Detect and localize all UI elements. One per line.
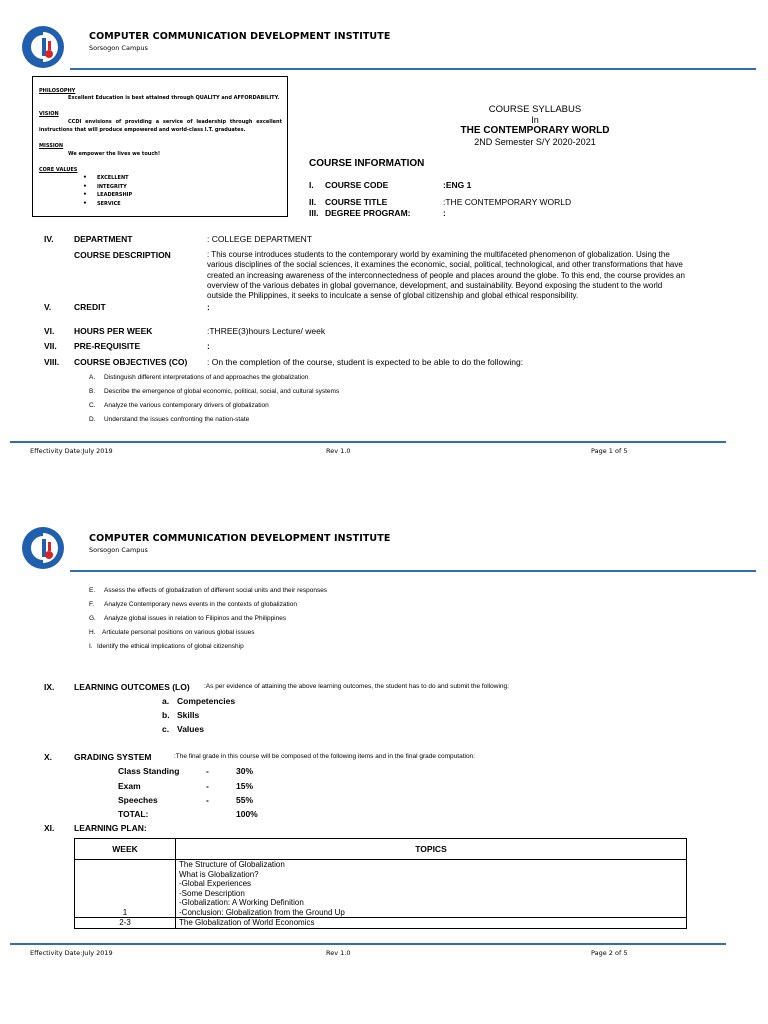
grade-percent: 30% bbox=[236, 766, 254, 776]
learning-plan-num: XI. bbox=[44, 823, 55, 833]
vision-heading: VISION bbox=[39, 111, 59, 117]
description-line: : This course introduces students to the contemporary world by examining the multifaceted phenomenon of globalization. Using the bbox=[207, 250, 670, 259]
topics-cell: The Globalization of World Economics bbox=[176, 918, 687, 929]
grade-total-label: TOTAL: bbox=[118, 809, 149, 819]
topic-line: -Globalization: A Working Definition bbox=[179, 898, 304, 907]
credit-value: : bbox=[207, 302, 210, 312]
header-rule bbox=[70, 68, 756, 70]
objective-letter: I. bbox=[89, 643, 93, 650]
institute-name: COMPUTER COMMUNICATION DEVELOPMENT INSTITUTE bbox=[89, 31, 391, 42]
grade-item: Class Standing bbox=[118, 766, 180, 776]
philosophy-box bbox=[32, 76, 288, 217]
learning-outcomes-value: :As per evidence of attaining the above learning outcomes, the student has to do and submit the following: bbox=[204, 683, 509, 690]
topic-line: What is Globalization? bbox=[179, 869, 259, 879]
outcome-item: Skills bbox=[177, 710, 200, 720]
course-info-heading: COURSE INFORMATION bbox=[309, 158, 425, 169]
description-line: overview of the various debates in global governance, development, and sustainability. Beyond exposing the student to the world bbox=[207, 280, 663, 290]
table-header-row bbox=[75, 839, 687, 860]
footer-rule bbox=[10, 943, 726, 945]
learning-outcomes-label: LEARNING OUTCOMES (LO) bbox=[74, 682, 190, 692]
hours-num: VI. bbox=[44, 326, 55, 336]
objective-text: Assess the effects of globalization of different social units and their responses bbox=[104, 587, 328, 594]
outcome-letter: b. bbox=[162, 710, 170, 720]
learning-plan-table bbox=[74, 838, 687, 929]
week-header: WEEK bbox=[75, 839, 176, 860]
description-line: created an increasing awareness of the interconnectedness of people and places around the globe. To this end, the course provides an bbox=[207, 270, 685, 280]
credit-num: V. bbox=[44, 302, 52, 312]
credit-label: CREDIT bbox=[74, 302, 106, 312]
course-description-label: COURSE DESCRIPTION bbox=[74, 250, 171, 260]
header-rule bbox=[70, 570, 756, 572]
objective-letter: A. bbox=[89, 374, 96, 381]
description-line: outside the Philippines, it seeks to inculcate a sense of global citizenship and global ethical responsibility. bbox=[207, 291, 579, 301]
department-label: DEPARTMENT bbox=[74, 234, 133, 244]
title-line2: In bbox=[531, 115, 539, 125]
objective-letter: C. bbox=[89, 402, 96, 409]
title-course: THE CONTEMPORARY WORLD bbox=[460, 125, 610, 136]
objectives-value: : On the completion of the course, student is expected to be able to do the following: bbox=[207, 357, 524, 367]
course-code-num: I. bbox=[309, 180, 314, 190]
grade-item: Exam bbox=[118, 781, 141, 791]
description-line: various disciplines of the social sciences, it examines the economic, social, political, technological, and other transformations that have bbox=[207, 260, 683, 270]
topics-header: TOPICS bbox=[176, 839, 687, 860]
topic-line: The Structure of Globalization bbox=[179, 860, 285, 869]
ccdi-logo-icon bbox=[20, 24, 66, 70]
grade-item: Speeches bbox=[118, 795, 158, 805]
mission-text: We empower the lives we touch! bbox=[68, 151, 161, 157]
objective-letter: B. bbox=[89, 388, 96, 395]
week-cell: 1 bbox=[75, 860, 176, 918]
objective-letter: G. bbox=[89, 615, 96, 622]
objective-text: Distinguish different interpretations of and approaches the globalization bbox=[104, 374, 309, 381]
vision-text-line1: CCDI envisions of providing a service of leadership through excellent bbox=[68, 119, 282, 125]
objective-text: Articulate personal positions on various global issues bbox=[102, 629, 255, 636]
footer-rev: Rev 1.0 bbox=[326, 949, 351, 957]
footer-effectivity: Effectivity Date:July 2019 bbox=[30, 447, 113, 455]
institute-name: COMPUTER COMMUNICATION DEVELOPMENT INSTITUTE bbox=[89, 533, 391, 544]
objective-text: Analyze the various contemporary drivers of globalization bbox=[104, 402, 269, 409]
title-semester: 2ND Semester S/Y 2020-2021 bbox=[474, 137, 596, 147]
topic-line: -Conclusion: Globalization from the Ground Up bbox=[179, 907, 345, 917]
grade-percent: 15% bbox=[236, 781, 254, 791]
degree-program-num: III. bbox=[309, 208, 319, 218]
philosophy-heading: PHILOSOPHY bbox=[39, 88, 76, 94]
grading-num: X. bbox=[44, 752, 53, 762]
grade-total-percent: 100% bbox=[236, 809, 258, 819]
learning-plan-label: LEARNING PLAN: bbox=[74, 823, 147, 833]
course-code-label: COURSE CODE bbox=[325, 180, 389, 190]
outcome-item: Values bbox=[177, 724, 204, 734]
campus-name: Sorsogon Campus bbox=[89, 44, 148, 52]
footer-effectivity: Effectivity Date:July 2019 bbox=[30, 949, 113, 957]
outcome-item: Competencies bbox=[177, 696, 236, 706]
objective-letter: H. bbox=[89, 629, 96, 636]
topics-cell bbox=[176, 860, 687, 918]
objective-letter: E. bbox=[89, 587, 96, 594]
hours-label: HOURS PER WEEK bbox=[74, 326, 153, 336]
course-description-text bbox=[207, 250, 741, 301]
title-line1: COURSE SYLLABUS bbox=[488, 104, 582, 115]
core-value-item: • SERVICE bbox=[97, 200, 132, 209]
prereq-label: PRE-REQUISITE bbox=[74, 341, 141, 351]
objective-letter: F. bbox=[89, 601, 95, 608]
footer-rev: Rev 1.0 bbox=[326, 447, 351, 455]
grade-dash: - bbox=[206, 766, 209, 776]
degree-program-value: : bbox=[443, 208, 446, 218]
campus-name: Sorsogon Campus bbox=[89, 546, 148, 554]
objective-text: Understand the issues confronting the nation-state bbox=[104, 416, 250, 423]
topic-line: -Some Description bbox=[179, 888, 245, 898]
hours-value: :THREE(3)hours Lecture/ week bbox=[207, 326, 326, 336]
objectives-num: VIII. bbox=[44, 357, 60, 367]
core-value-item: • EXCELLENT bbox=[97, 174, 132, 183]
core-value-item: • LEADERSHIP bbox=[97, 191, 132, 200]
week-cell: 2-3 bbox=[75, 918, 176, 929]
department-value: : COLLEGE DEPARTMENT bbox=[207, 234, 313, 244]
course-title-label: COURSE TITLE bbox=[325, 197, 388, 207]
prereq-value: : bbox=[207, 341, 210, 351]
objective-text: Analyze global issues in relation to Filipinos and the Philippines bbox=[104, 615, 287, 622]
course-title-value: :THE CONTEMPORARY WORLD bbox=[443, 197, 572, 207]
course-title-num: II. bbox=[309, 197, 317, 207]
objective-text: Describe the emergence of global economic, political, social, and cultural systems bbox=[104, 388, 340, 395]
syllabus-title bbox=[410, 104, 660, 147]
mission-heading: MISSION bbox=[39, 143, 64, 149]
objective-text: Identify the ethical implications of global citizenship bbox=[97, 643, 244, 650]
core-values-heading: CORE VALUES bbox=[39, 167, 78, 173]
core-values-list bbox=[41, 174, 132, 208]
table-row bbox=[75, 860, 687, 918]
objectives-label: COURSE OBJECTIVES (CO) bbox=[74, 357, 188, 367]
learning-outcomes-num: IX. bbox=[44, 682, 55, 692]
outcome-letter: a. bbox=[162, 696, 170, 706]
objective-text: Analyze Contemporary news events in the contexts of globalization bbox=[104, 601, 297, 608]
department-num: IV. bbox=[44, 234, 54, 244]
grade-percent: 55% bbox=[236, 795, 254, 805]
outcome-letter: c. bbox=[162, 724, 170, 734]
ccdi-logo-icon bbox=[20, 525, 66, 571]
objective-letter: D. bbox=[89, 416, 96, 423]
degree-program-label: DEGREE PROGRAM: bbox=[325, 208, 411, 218]
footer-rule bbox=[10, 441, 726, 443]
grading-value: :The final grade in this course will be composed of the following items and in the final grade computation: bbox=[174, 753, 475, 760]
prereq-num: VII. bbox=[44, 341, 57, 351]
grade-dash: - bbox=[206, 795, 209, 805]
course-code-value: :ENG 1 bbox=[443, 180, 472, 190]
grade-dash: - bbox=[206, 781, 209, 791]
footer-page-number: Page 1 of 5 bbox=[591, 447, 628, 455]
footer-page-number: Page 2 of 5 bbox=[591, 949, 628, 957]
vision-text-line2: instructions that will produce empowered and world-class I.T. graduates. bbox=[39, 127, 246, 133]
table-row bbox=[75, 918, 687, 929]
philosophy-text: Excellent Education is best attained through QUALITY and AFFORDABILITY. bbox=[68, 95, 280, 101]
topic-line: -Global Experiences bbox=[179, 879, 252, 888]
core-value-item: • INTEGRITY bbox=[97, 183, 132, 192]
grading-label: GRADING SYSTEM bbox=[74, 752, 152, 762]
